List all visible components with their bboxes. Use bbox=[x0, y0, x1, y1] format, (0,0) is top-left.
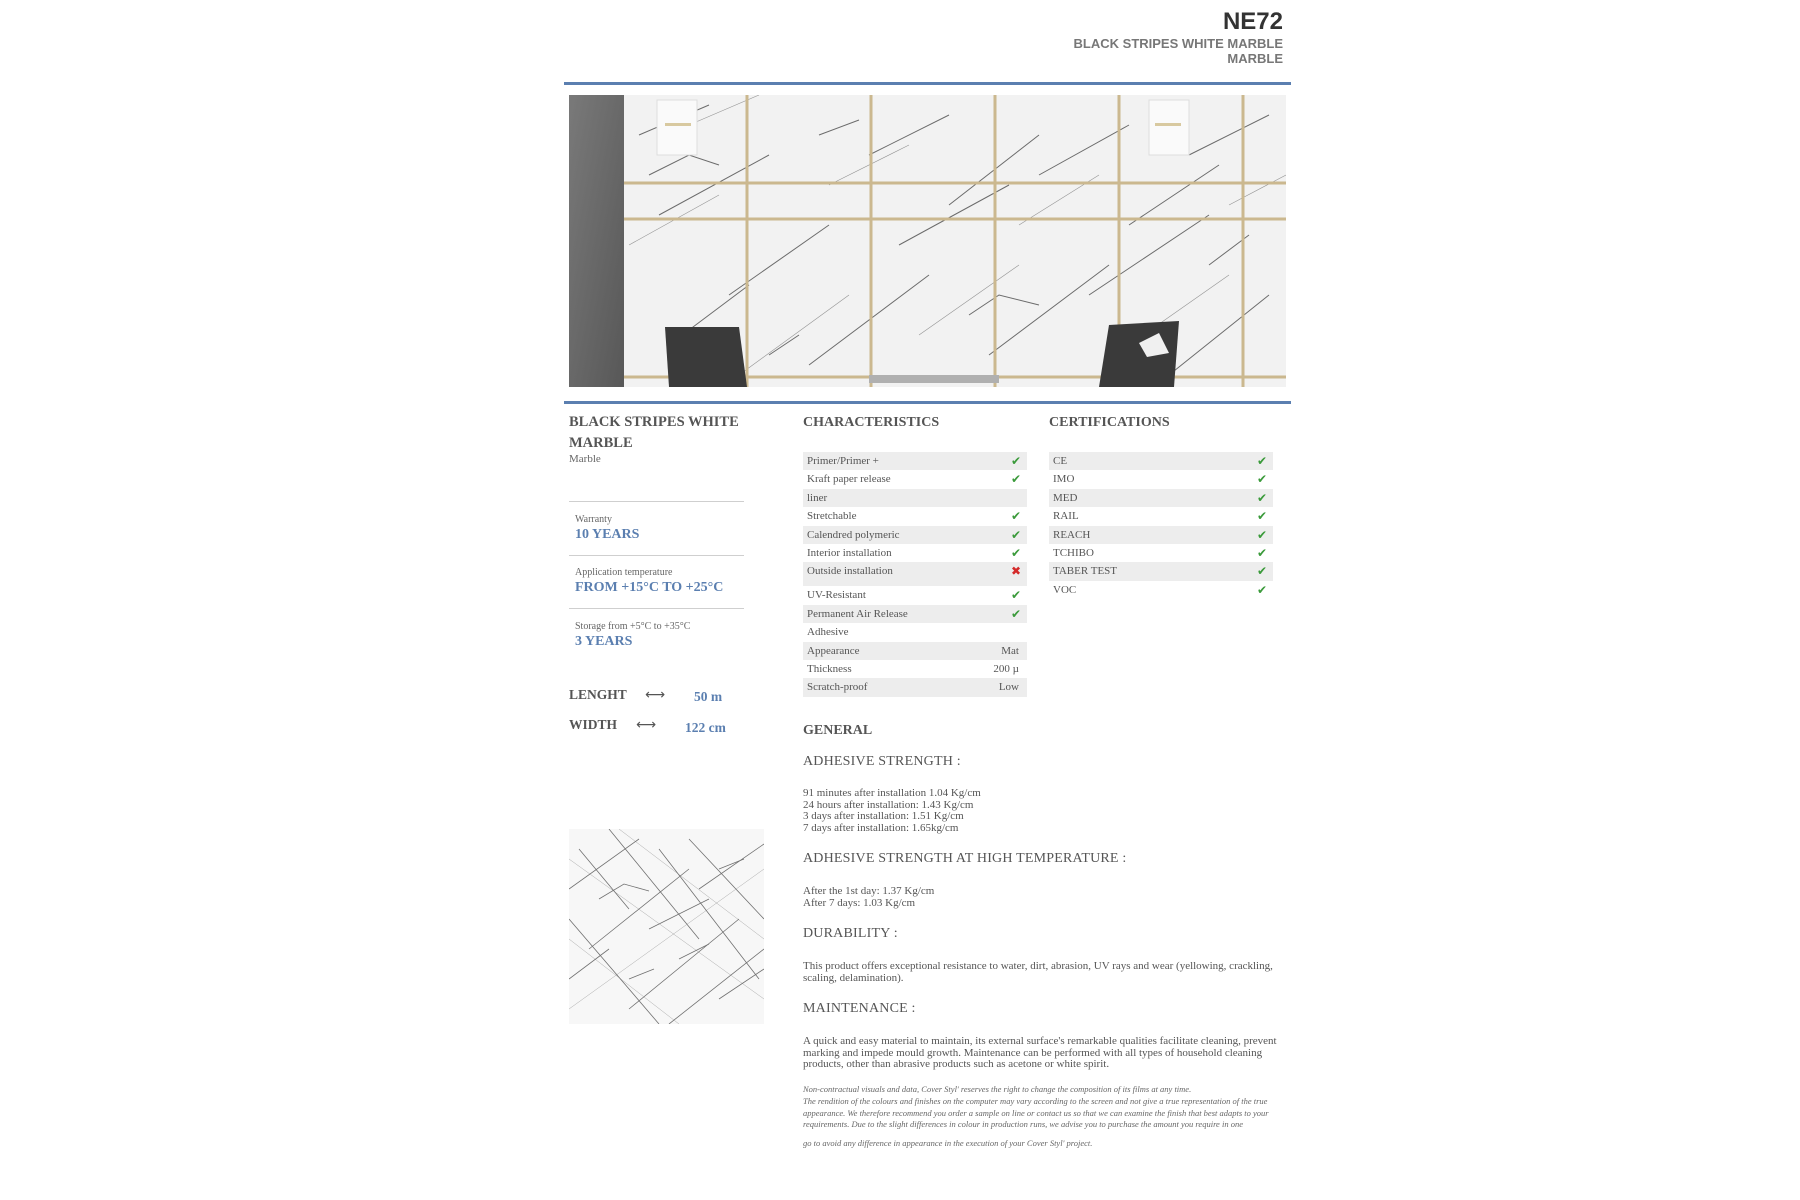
storage-label: Storage from +5°C to +35°C bbox=[575, 621, 691, 632]
divider bbox=[569, 608, 744, 609]
check-icon: ✔ bbox=[1010, 472, 1021, 487]
characteristics-row-label: Adhesive bbox=[807, 626, 849, 639]
certifications-row bbox=[1049, 562, 1273, 580]
disclaimer-line-2: The rendition of the colours and finishes on the computer may vary according to the screen and not give a true representation of the true appearance. We therefore recommend you order a sample on line or contact us so that we can examine the finish that best adapts to your requirements. Due to the slight differences in colour in production runs, we advise you to purchase the amount you require in one bbox=[803, 1096, 1269, 1129]
high-temp-title: ADHESIVE STRENGTH AT HIGH TEMPERATURE : bbox=[803, 851, 1127, 866]
general-title: GENERAL bbox=[803, 723, 873, 738]
certifications-table bbox=[1049, 452, 1273, 599]
maintenance-title: MAINTENANCE : bbox=[803, 1001, 916, 1016]
characteristics-row bbox=[803, 642, 1027, 660]
certifications-row-label: CE bbox=[1053, 455, 1068, 467]
check-icon: ✔ bbox=[1010, 588, 1021, 603]
high-temp-list bbox=[803, 886, 1293, 909]
characteristics-row-label: Scratch-proof bbox=[807, 681, 868, 694]
check-icon: ✔ bbox=[1010, 527, 1021, 542]
top-rule bbox=[564, 82, 1291, 85]
check-icon: ✔ bbox=[1256, 582, 1267, 597]
header-category: MARBLE bbox=[1227, 51, 1283, 66]
temperature-label: Application temperature bbox=[575, 567, 673, 578]
check-icon: ✔ bbox=[1256, 454, 1267, 468]
characteristics-row bbox=[803, 586, 1027, 604]
length-arrow-icon: ⟷ bbox=[645, 687, 666, 703]
hero-interior-image bbox=[569, 95, 1286, 387]
characteristics-row-label: Outside installation bbox=[807, 565, 893, 578]
disclaimer-line-1: Non-contractual visuals and data, Cover Styl' reserves the right to change the composition of its films at any time. bbox=[803, 1084, 1192, 1094]
mid-rule bbox=[564, 401, 1291, 404]
characteristics-row bbox=[803, 507, 1027, 525]
characteristics-row-label: liner bbox=[807, 491, 828, 504]
check-icon: ✔ bbox=[1010, 454, 1021, 468]
characteristics-row-label: Stretchable bbox=[807, 510, 857, 523]
characteristics-row bbox=[803, 660, 1027, 678]
high-temp-line: After 7 days: 1.03 Kg/cm bbox=[803, 896, 916, 909]
certifications-row bbox=[1049, 526, 1273, 544]
length-label: LENGHT bbox=[569, 687, 627, 702]
characteristics-row bbox=[803, 452, 1027, 470]
characteristics-row bbox=[803, 562, 1027, 586]
characteristics-row-label: Permanent Air Release bbox=[807, 607, 908, 620]
characteristics-title: CHARACTERISTICS bbox=[803, 415, 940, 430]
characteristics-table bbox=[803, 452, 1027, 697]
certifications-row-label: REACH bbox=[1053, 528, 1091, 541]
divider bbox=[569, 501, 744, 502]
certifications-row bbox=[1049, 544, 1273, 562]
adhesive-line: 3 days after installation: 1.51 Kg/cm bbox=[803, 810, 964, 822]
width-label: WIDTH bbox=[569, 717, 618, 732]
characteristics-row-label: Appearance bbox=[807, 644, 860, 657]
characteristics-row bbox=[803, 526, 1027, 544]
certifications-row-label: IMO bbox=[1053, 473, 1075, 486]
warranty-value: 10 YEARS bbox=[575, 527, 640, 542]
adhesive-strength-list bbox=[803, 788, 1293, 834]
durability-text: This product offers exceptional resistance to water, dirt, abrasion, UV rays and wear (yellowing, crackling, scaling, delamination). bbox=[803, 960, 1273, 984]
characteristics-row bbox=[803, 489, 1027, 507]
certifications-row-label: MED bbox=[1053, 491, 1078, 504]
width-value: 122 cm bbox=[685, 720, 726, 735]
check-icon: ✔ bbox=[1010, 606, 1021, 621]
characteristics-row-value: Low bbox=[998, 681, 1019, 694]
characteristics-row-label: Interior installation bbox=[807, 546, 892, 559]
characteristics-row bbox=[803, 544, 1027, 562]
certifications-row-label: TCHIBO bbox=[1053, 546, 1094, 559]
temperature-value: FROM +15°C TO +25°C bbox=[575, 580, 724, 595]
certifications-row bbox=[1049, 507, 1273, 525]
check-icon: ✔ bbox=[1256, 472, 1267, 487]
characteristics-row-label: Kraft paper release bbox=[807, 473, 891, 486]
certifications-row-label: RAIL bbox=[1053, 510, 1079, 523]
check-icon: ✔ bbox=[1256, 490, 1267, 505]
certifications-row-label: VOC bbox=[1053, 583, 1077, 596]
warranty-label: Warranty bbox=[575, 514, 612, 525]
disclaimer-line-3: go to avoid any difference in appearance in the execution of your Cover Styl' project. bbox=[803, 1138, 1093, 1148]
certifications-row bbox=[1049, 452, 1273, 470]
check-icon: ✔ bbox=[1256, 527, 1267, 542]
characteristics-row-label: Thickness bbox=[807, 662, 852, 675]
certifications-row-label: TABER TEST bbox=[1053, 565, 1118, 578]
certifications-row bbox=[1049, 470, 1273, 488]
characteristics-row bbox=[803, 470, 1027, 488]
cross-icon: ✖ bbox=[1010, 564, 1021, 579]
check-icon: ✔ bbox=[1010, 545, 1021, 560]
check-icon: ✔ bbox=[1010, 509, 1021, 524]
product-code: NE72 bbox=[1222, 8, 1283, 35]
characteristics-row-value: Mat bbox=[1001, 644, 1019, 657]
maintenance-text: A quick and easy material to maintain, its external surface's remarkable qualities facilitate cleaning, prevent marking and impede mould growth. Maintenance can be performed with all types of household cleaning products, other than abrasive products such as acetone or white spirit. bbox=[803, 1035, 1277, 1070]
adhesive-line: 91 minutes after installation 1.04 Kg/cm bbox=[803, 787, 981, 799]
storage-value: 3 YEARS bbox=[575, 634, 633, 649]
certifications-row bbox=[1049, 489, 1273, 507]
adhesive-strength-title: ADHESIVE STRENGTH : bbox=[803, 754, 961, 769]
width-arrow-icon: ⟷ bbox=[636, 717, 657, 733]
certifications-row bbox=[1049, 581, 1273, 599]
header-product-name: BLACK STRIPES WHITE MARBLE bbox=[1073, 36, 1283, 51]
certifications-title: CERTIFICATIONS bbox=[1049, 415, 1170, 430]
length-value: 50 m bbox=[694, 689, 723, 704]
characteristics-row bbox=[803, 678, 1027, 696]
characteristics-row-label: Calendred polymeric bbox=[807, 528, 900, 541]
durability-title: DURABILITY : bbox=[803, 926, 898, 941]
characteristics-row bbox=[803, 605, 1027, 623]
check-icon: ✔ bbox=[1256, 545, 1267, 560]
characteristics-row-label: UV-Resistant bbox=[807, 589, 866, 602]
high-temp-line: After the 1st day: 1.37 Kg/cm bbox=[803, 885, 935, 897]
divider bbox=[569, 555, 744, 556]
characteristics-row-label: Primer/Primer + bbox=[807, 455, 879, 467]
marble-swatch-image bbox=[569, 829, 764, 1024]
product-name: BLACK STRIPES WHITE MARBLE bbox=[569, 414, 739, 451]
check-icon: ✔ bbox=[1256, 564, 1267, 579]
product-type: Marble bbox=[569, 453, 601, 465]
adhesive-line: 7 days after installation: 1.65kg/cm bbox=[803, 821, 959, 834]
characteristics-row bbox=[803, 623, 1027, 641]
adhesive-line: 24 hours after installation: 1.43 Kg/cm bbox=[803, 798, 974, 811]
check-icon: ✔ bbox=[1256, 509, 1267, 524]
characteristics-row-value: 200 µ bbox=[993, 662, 1019, 675]
